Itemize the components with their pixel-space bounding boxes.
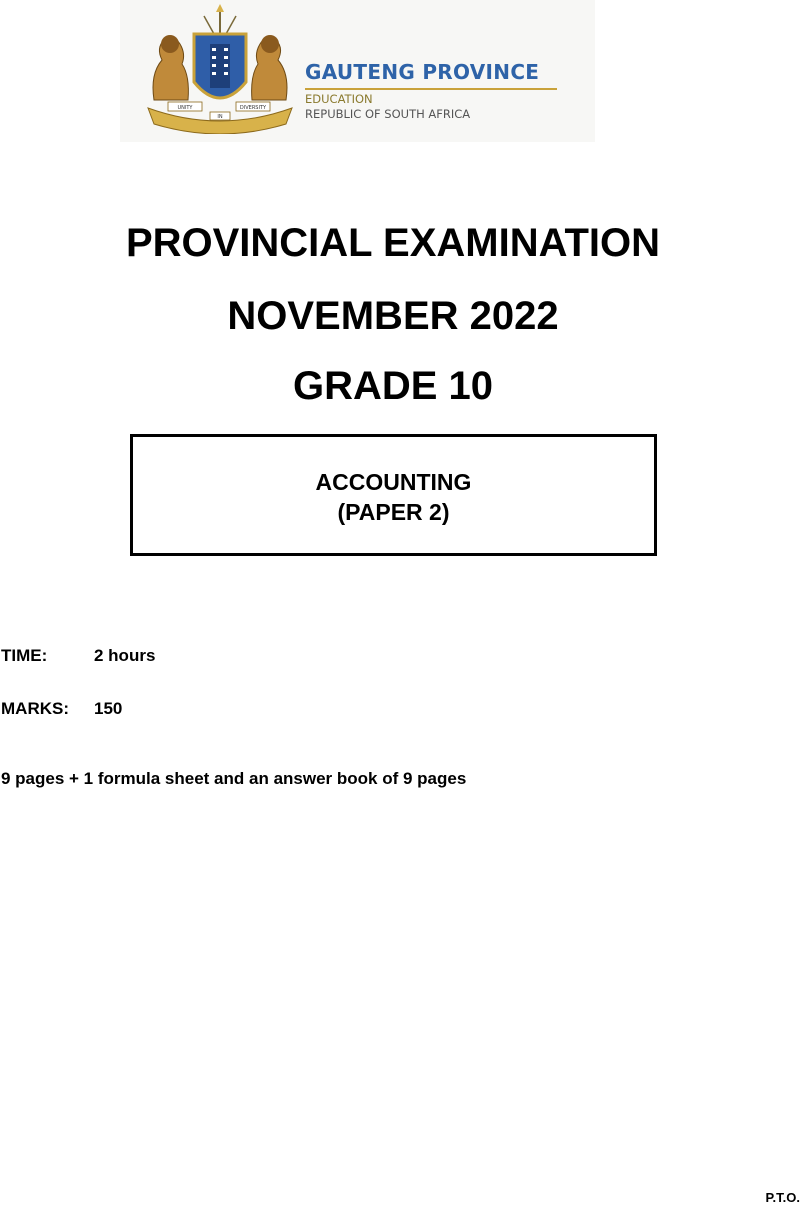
exam-title: PROVINCIAL EXAMINATION: [125, 221, 661, 265]
pto-footer: P.T.O.: [765, 1190, 800, 1205]
exam-grade: GRADE 10: [292, 364, 494, 408]
logo-divider: [305, 88, 557, 90]
pages-note: 9 pages + 1 formula sheet and an answer book of 9 pages: [1, 769, 467, 788]
marks-label: MARKS:: [1, 699, 69, 718]
subject-name: ACCOUNTING: [315, 469, 472, 495]
crest-banner-right: DIVERSITY: [239, 105, 267, 111]
gauteng-education-logo: [120, 0, 595, 142]
subject-paper: (PAPER 2): [337, 499, 450, 525]
crest-banner-left: UNITY: [177, 105, 193, 111]
subject-box: [130, 434, 657, 556]
logo-country: REPUBLIC OF SOUTH AFRICA: [305, 107, 471, 121]
time-label: TIME:: [1, 646, 48, 665]
crest-banner-middle: IN: [217, 114, 223, 120]
time-value: 2 hours: [94, 646, 156, 665]
coat-of-arms-icon: [140, 4, 300, 134]
logo-department: EDUCATION: [305, 92, 373, 106]
marks-value: 150: [94, 699, 123, 718]
logo-province-title: GAUTENG PROVINCE: [305, 60, 540, 84]
exam-date: NOVEMBER 2022: [227, 294, 559, 338]
